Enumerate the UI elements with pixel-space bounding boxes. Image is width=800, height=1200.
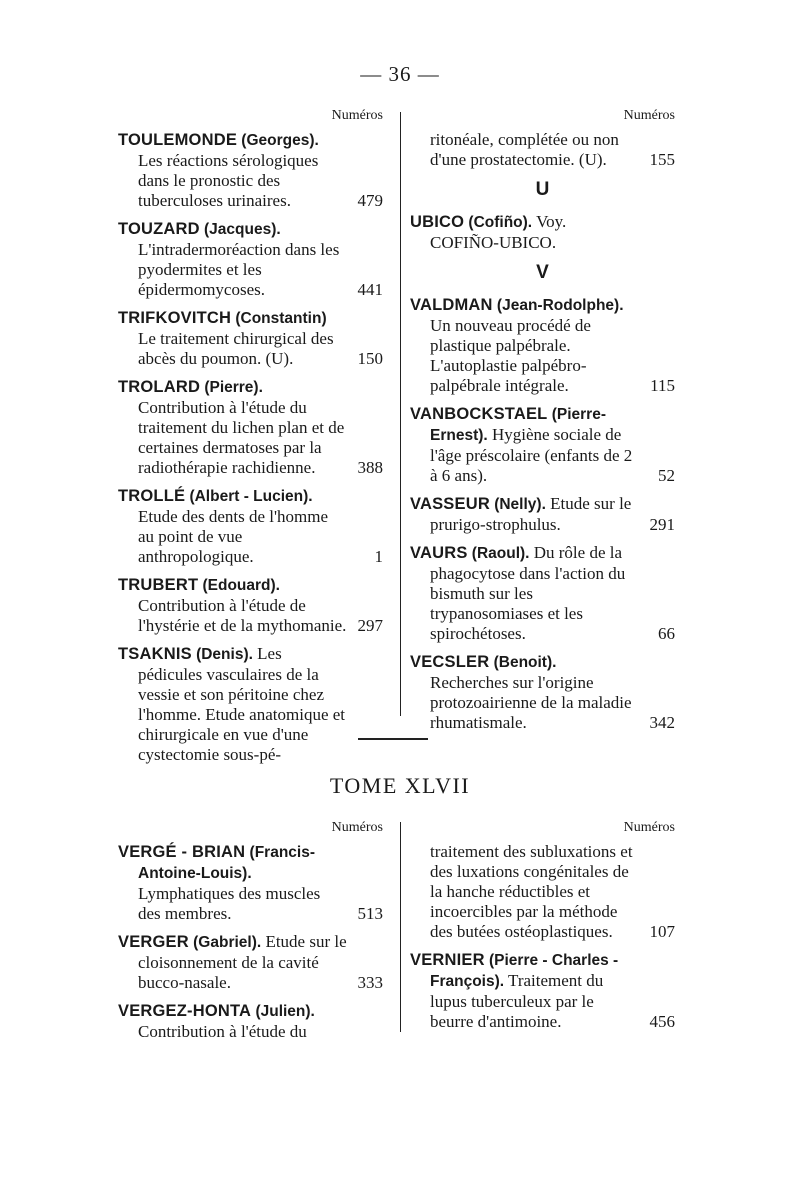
entry-title: L'intradermoréaction dans les pyodermites et les épidermomycoses. (138, 240, 340, 299)
entry-given-name: (Cofiño). (468, 214, 533, 231)
entry-title: Les réactions sérologiques dans le pronostic des tuberculoses urinaires. (138, 151, 319, 210)
index-entry (410, 950, 675, 1032)
numeros-header: Numéros (623, 820, 675, 835)
entry-surname: TOUZARD (118, 220, 200, 238)
index-entry (410, 295, 675, 396)
entry-number: 456 (649, 1012, 675, 1031)
entry-surname: VECSLER (410, 653, 490, 671)
entry-surname: VERNIER (410, 951, 485, 969)
entry-title: Du rôle de la phagocytose dans l'action du bismuth sur les trypanosomiases et les spirochétoses. (430, 543, 626, 643)
entry-surname: VERGÉ - BRIAN (118, 843, 246, 861)
entry-number: 107 (649, 922, 675, 941)
entry-title: Un nouveau procédé de plastique palpébrale. L'autoplastie palpébro-palpébrale intégrale. (430, 316, 591, 395)
entry-number: 513 (357, 904, 383, 923)
column-rule (400, 822, 401, 1032)
numeros-header: Numéros (623, 108, 675, 123)
index-entry (118, 308, 383, 369)
index-entry (410, 652, 675, 733)
entry-given-name: (Julien). (255, 1003, 315, 1020)
entry-surname: TRUBERT (118, 576, 199, 594)
numeros-header: Numéros (331, 108, 383, 123)
entry-surname: VAURS (410, 544, 468, 562)
entry-surname: UBICO (410, 213, 465, 231)
index-entry (410, 212, 675, 253)
entry-given-name: (Albert - Lucien). (189, 488, 313, 505)
entry-number: 52 (658, 466, 675, 485)
entry-title: traitement des subluxations et des luxations congénitales de la hanche réductibles et incoercibles par la méthode des butées ostéoplastiques. (430, 842, 633, 941)
entry-given-name: (Constantin) (235, 310, 327, 327)
entry-title: Etude sur le cloisonnement de la cavité bucco-nasale. (138, 932, 347, 992)
column-rule (400, 112, 401, 716)
entry-surname: VASSEUR (410, 495, 490, 513)
index-entry (118, 486, 383, 567)
index-entry (118, 644, 383, 765)
entry-title: Le traitement chirurgical des abcès du poumon. (U). (138, 329, 334, 368)
tome-heading: TOME XLVII (329, 773, 471, 798)
entry-surname: TOULEMONDE (118, 131, 238, 149)
entry-title: Lymphatiques des muscles des membres. (138, 884, 321, 923)
entry-title: Etude des dents de l'homme au point de vue anthropologique. (138, 507, 329, 566)
section2-left-column (118, 818, 383, 1050)
entry-given-name: (Jean-Rodolphe). (496, 297, 624, 314)
index-entry (118, 1001, 383, 1042)
entry-surname: VERGER (118, 933, 189, 951)
index-entry (118, 575, 383, 636)
entry-number: 1 (374, 547, 383, 566)
index-entry (410, 543, 675, 644)
section1-right-column (410, 106, 675, 741)
index-entry (118, 377, 383, 478)
entry-title: Etude sur le prurigo-strophulus. (430, 494, 632, 534)
index-entry (118, 130, 383, 211)
section1-left-column (118, 106, 383, 773)
index-entry (118, 219, 383, 300)
entry-number: 150 (357, 349, 383, 368)
section2-right-column (410, 818, 675, 1040)
entry-number: 441 (357, 280, 383, 299)
entry-title: Hygiène sociale de l'âge préscolaire (enfants de 2 à 6 ans). (430, 425, 633, 485)
entry-title: Traitement du lupus tuberculeux par le beurre d'antimoine. (430, 971, 604, 1031)
entry-number: 155 (649, 150, 675, 169)
index-entry (118, 932, 383, 993)
entry-title: Voy. COFIÑO-UBICO. (430, 212, 567, 252)
entry-given-name: (Benoit). (493, 654, 557, 671)
entry-number: 115 (650, 376, 675, 395)
continued-entry (410, 842, 675, 942)
index-entry (410, 494, 675, 535)
entry-given-name: (Pierre-Ernest). (430, 406, 606, 444)
entry-title: Contribution à l'étude de l'hystérie et de la mythomanie. (138, 596, 347, 635)
entry-surname: TROLLÉ (118, 487, 186, 505)
entry-given-name: (Edouard). (202, 577, 280, 594)
entry-title: Les pédicules vasculaires de la vessie et son péritoine chez l'homme. Etude anatomique et chirurgicale en vue d'une cystectomie sous-pé- (138, 644, 346, 764)
entry-given-name: (Denis). (196, 646, 253, 663)
entry-number: 342 (649, 713, 675, 732)
entry-surname: VANBOCKSTAEL (410, 405, 548, 423)
entry-given-name: (Pierre). (204, 379, 263, 396)
entry-number: 479 (357, 191, 383, 210)
entry-surname: TROLARD (118, 378, 201, 396)
entry-number: 297 (357, 616, 383, 635)
entry-surname: VALDMAN (410, 296, 493, 314)
section-letter: V (536, 262, 549, 283)
section-divider (358, 738, 428, 740)
entry-title: Contribution à l'étude du (138, 1022, 307, 1041)
entry-given-name: (Raoul). (471, 545, 530, 562)
entry-given-name: (Georges). (241, 132, 319, 149)
index-entry (118, 842, 383, 924)
page-number: — 36 — (360, 62, 440, 86)
entry-given-name: (Nelly). (494, 496, 546, 513)
entry-number: 333 (357, 973, 383, 992)
entry-title: ritonéale, complétée ou non d'une prostatectomie. (U). (430, 130, 619, 169)
entry-surname: TRIFKOVITCH (118, 309, 232, 327)
index-entry (410, 404, 675, 486)
entry-surname: TSAKNIS (118, 645, 192, 663)
entry-given-name: (Francis-Antoine-Louis). (138, 844, 315, 882)
entry-number: 66 (658, 624, 675, 643)
continued-entry (410, 130, 675, 170)
section-letter: U (535, 179, 550, 200)
entry-given-name: (Jacques). (204, 221, 281, 238)
entry-given-name: (Gabriel). (193, 934, 262, 951)
entry-number: 388 (357, 458, 383, 477)
entry-surname: VERGEZ-HONTA (118, 1002, 252, 1020)
entry-number: 291 (649, 515, 675, 534)
entry-given-name: (Pierre - Charles - François). (430, 952, 619, 990)
entry-title: Contribution à l'étude du traitement du lichen plan et de certaines dermatoses par la radiothérapie rachidienne. (138, 398, 345, 477)
entry-title: Recherches sur l'origine protozoairienne de la maladie rhumatismale. (430, 673, 632, 732)
numeros-header: Numéros (331, 820, 383, 835)
